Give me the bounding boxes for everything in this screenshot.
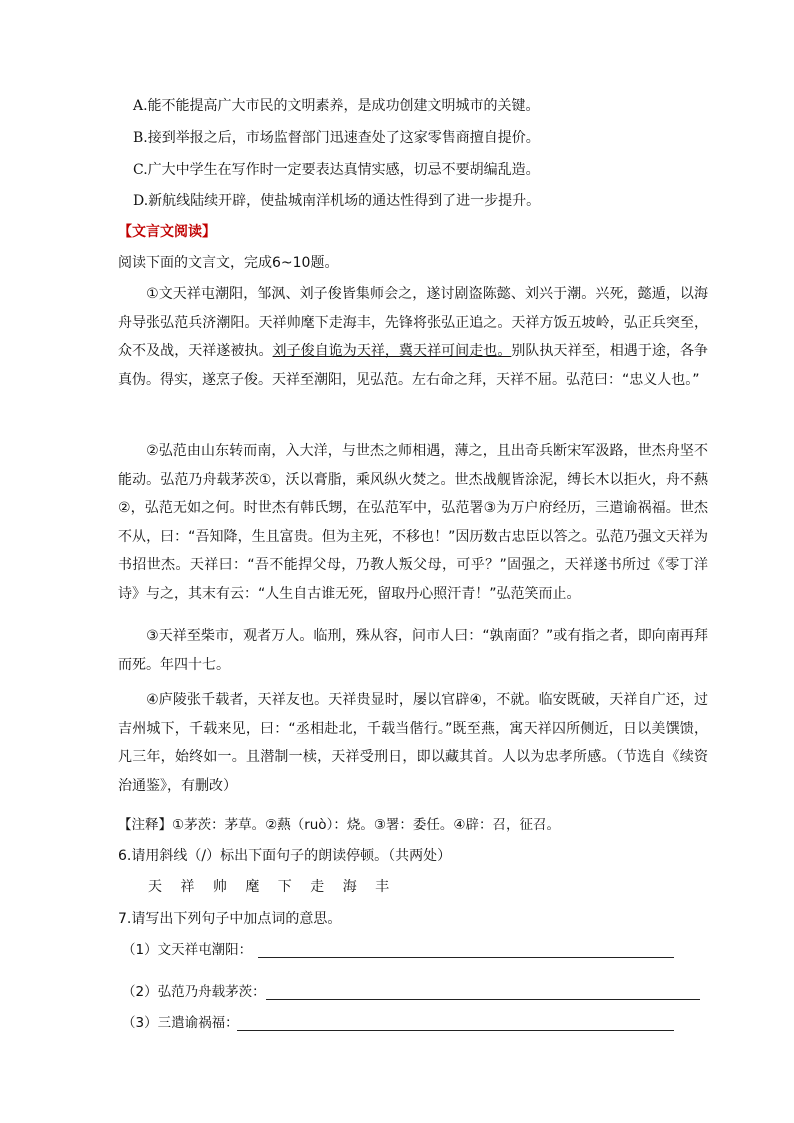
annotation-notes: 【注释】①茅茨：茅草。②爇（ruò）：烧。③署：委任。④辟：召，征召。 <box>118 817 561 833</box>
p4-text: ④庐陵张千载者，天祥友也。天祥贵显时，屡以官辟④，不就。临安既破，天祥自广还，过吉州城下，千载来见，曰：“丞相赴北，千载当偕行。”既至燕，寓天祥囚所侧近，日以美馔馈，凡三年，始终如一。且潜制一椟，天祥受刑日，即以藏其首。人以为忠孝所感。（节选自《续资治通鉴》，有删改） <box>118 692 708 794</box>
p1-text-a: ①文天祥屯潮阳，邹沨、刘子俊皆集师会之，遂讨剧盗陈懿、刘兴于潮。兴死，懿遁，以海舟导张弘范兵济潮阳。天祥帅麾下走海丰，先锋将张弘正追之。天祥方饭五坡岭，弘正兵突至，众不及战，天祥遂被执。 <box>118 286 708 359</box>
answer-blank-2[interactable] <box>266 999 700 1000</box>
option-d: D.新航线陆续开辟，使盐城南洋机场的通达性得到了进一步提升。 <box>133 193 541 209</box>
p2-text: ②弘范由山东转而南，入大洋，与世杰之师相遇，薄之，且出奇兵断宋军汲路，世杰舟坚不能动。弘范乃舟载茅茨①，沃以膏脂，乘风纵火焚之。世杰战舰皆涂泥，缚长木以拒火，舟不爇②，弘范无如之何。时世杰有韩氏甥，在弘范军中，弘范署③为万户府经历，三遣谕祸福。世杰不从，曰：“吾知降，生且富贵。但为主死，不移也！”因历数古忠臣以答之。弘范乃强文天祥为书招世杰。天祥曰：“吾不能捍父母，乃教人叛父母，可乎？”固强之，天祥遂书所过《零丁洋诗》与之，其末有云：“人生自古谁无死，留取丹心照汗青！”弘范笑而止。 <box>118 443 708 602</box>
question-7-item-3: （3）三遣谕祸福： <box>122 1015 239 1031</box>
question-6-prompt: 6.请用斜线（/）标出下面句子的朗读停顿。（共两处） <box>118 848 452 864</box>
section-heading: 【文言文阅读】 <box>118 224 216 240</box>
answer-blank-3[interactable] <box>237 1030 674 1031</box>
question-7-item-1: （1）文天祥屯潮阳： <box>122 942 253 958</box>
passage-paragraph-4 <box>118 686 708 800</box>
p3-text: ③天祥至柴市，观者万人。临刑，殊从容，问市人曰：“孰南面？”或有指之者，即向南再拜而死。年四十七。 <box>118 628 708 673</box>
option-b: B.接到举报之后，市场监督部门迅速查处了这家零售商擅自提价。 <box>133 130 540 146</box>
passage-paragraph-3 <box>118 622 708 679</box>
question-7-item-2: （2）弘范乃舟载茅茨： <box>122 984 266 1000</box>
passage-paragraph-1 <box>118 280 708 394</box>
passage-paragraph-2 <box>118 437 708 608</box>
reading-instruction: 阅读下面的文言文，完成6~10题。 <box>118 255 339 271</box>
question-6-sentence: 天 祥 帅 麾 下 走 海 丰 <box>148 879 397 895</box>
option-a: A.能不能提高广大市民的文明素养，是成功创建文明城市的关键。 <box>133 98 540 114</box>
underlined-sentence: 刘子俊自诡为天祥，冀天祥可间走也。 <box>272 343 512 359</box>
p1-text-b: 别队执天祥至，相遇于途，各争真伪。得实，遂烹子俊。天祥至潮阳，见弘范。左右命之拜，天祥不屈。弘范曰：“忠义人也。” <box>118 343 709 388</box>
answer-blank-1[interactable] <box>258 957 674 958</box>
option-c: C.广大中学生在写作时一定要表达真情实感，切忌不要胡编乱造。 <box>133 162 540 178</box>
question-7-prompt: 7.请写出下列句子中加点词的意思。 <box>118 911 342 927</box>
